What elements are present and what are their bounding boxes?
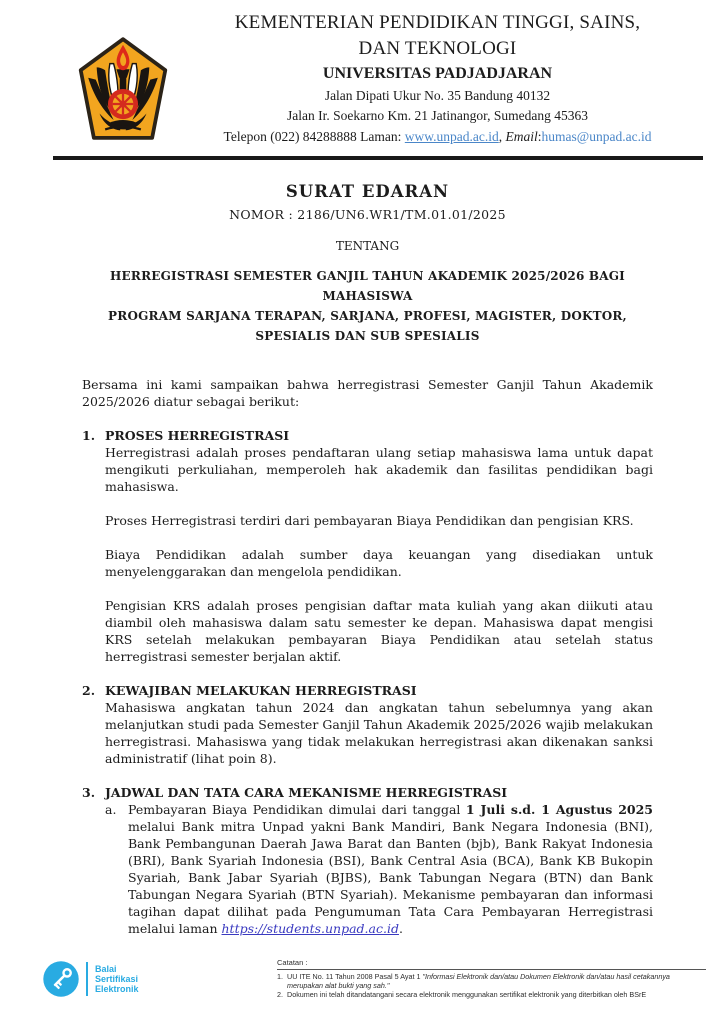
footer-notes [277,958,706,999]
address-line-1: Jalan Dipati Ukur No. 35 Bandung 40132 [324,88,551,103]
letter-number: NOMOR : 2186/UN6.WR1/TM.01.01/2025 [229,207,506,222]
website-link[interactable]: www.unpad.ac.id [404,129,499,144]
sub-item-a [105,801,653,937]
letter-subject [82,266,653,346]
university-name: UNIVERSITAS PADJADJARAN [322,65,553,82]
section-3-title: JADWAL DAN TATA CARA MEKANISME HERREGISTRASI [105,785,508,800]
email-colon: : [537,129,542,144]
sub-item-a-marker: a. [105,802,117,817]
paragraph: Proses Herregistrasi terdiri dari pembayaran Biaya Pendidikan dan pengisian KRS. [105,513,634,528]
footer-note-1 [277,972,706,990]
section-1-heading [82,427,653,444]
section-2-content [105,699,653,767]
bsre-label-line2: Sertifikasi [95,974,139,984]
section-1-number: 1. [82,428,96,443]
section-1-title: PROSES HERREGISTRASI [105,428,290,443]
section-3-content [105,801,653,937]
text-run: melalui Bank mitra Unpad yakni Bank Mandiri, Bank Negara Indonesia (BNI), Bank Pembangunan Daerah Jawa Barat dan Banten (bjb), Bank Rakyat Indonesia (BRI), Bank Syariah Indonesia (BSI), Bank Central Asia (BCA), Bank KB Bukopin Syariah, Bank Jabar Syariah (BJBS), Bank Tabungan Negara (BTN) dan Bank Tabungan Negara Syariah (BTN Syariah). Mekanisme pembayaran dan informasi tagihan dapat dilihat pada Pengumuman Tata Cara Pembayaran Herregistrasi melalui laman [128,819,653,936]
text-run: UU ITE No. 11 Tahun 2008 Pasal 5 Ayat 1 [287,972,423,981]
contact-separator: , [498,129,503,144]
letter-body [0,160,725,937]
section-2-heading [82,682,653,699]
unpad-university-logo-icon [76,36,170,142]
legal-quote-italic: "Informasi Elektronik dan/atau Dokumen Elektronik dan/atau hasil cetakannya merupakan alat bukti yang sah." [287,972,670,990]
section-3-heading [82,784,653,801]
ministry-name-line1: KEMENTERIAN PENDIDIKAN TINGGI, SAINS, [234,12,641,33]
section-1-content [105,444,653,665]
bsre-label-line1: Balai [95,964,117,974]
paragraph: Biaya Pendidikan adalah sumber daya keuangan yang disediakan untuk menyelenggarakan dan mengelola pendidikan. [105,547,653,579]
contact-line [178,126,697,147]
subject-line-3: SPESIALIS DAN SUB SPESIALIS [255,329,480,343]
note-1-number: 1. [277,972,283,981]
bsre-key-icon [42,960,80,998]
footer-note-2 [277,990,706,999]
section-proses-herregistrasi [82,427,653,665]
intro-paragraph: Bersama ini kami sampaikan bahwa herregistrasi Semester Ganjil Tahun Akademik 2025/2026 diatur sebagai berikut: [82,377,653,409]
section-kewajiban-herregistrasi [82,682,653,767]
about-label: TENTANG [335,239,400,253]
notes-label: Catatan : [277,958,308,967]
letterhead-text-block [178,10,697,147]
bsre-logo [42,960,139,998]
ministry-name-line2: DAN TEKNOLOGI [358,38,517,59]
letterhead [0,0,725,152]
email-label: Email [505,129,538,144]
document-footer [0,952,725,1024]
section-2-title: KEWAJIBAN MELAKUKAN HERREGISTRASI [105,683,417,698]
text-run: Dokumen ini telah ditandatangani secara elektronik menggunakan sertifikat elektronik yang diterbitkan oleh BSrE [287,990,647,999]
phone-label: Telepon (022) 84288888 Laman: [223,129,402,144]
section-2-number: 2. [82,683,96,698]
students-portal-link[interactable]: https://students.unpad.ac.id [221,921,399,936]
email-link[interactable]: humas@unpad.ac.id [541,129,652,144]
notes-divider-rule [277,969,706,970]
text-run: . [398,921,403,936]
subject-line-2: PROGRAM SARJANA TERAPAN, SARJANA, PROFESI, MAGISTER, DOKTOR, [108,309,627,323]
text-run: Pembayaran Biaya Pendidikan dimulai dari tanggal [128,802,466,817]
section-jadwal-tata-cara [82,784,653,937]
section-3-number: 3. [82,785,96,800]
sub-item-a-text [128,801,653,937]
paragraph: Pengisian KRS adalah proses pengisian daftar mata kuliah yang akan diikuti atau diambil oleh mahasiswa dalam satu semester ke depan. Mahasiswa dapat mengisi KRS setelah melakukan pembayaran Biaya Pendidikan atau setelah status herregistrasi semester berjalan aktif. [105,598,653,664]
bsre-label [95,964,139,994]
payment-date-range: 1 Juli s.d. 1 Agustus 2025 [465,802,654,817]
address-line-2: Jalan Ir. Soekarno Km. 21 Jatinangor, Sumedang 45363 [287,108,588,123]
note-1-text [287,972,706,990]
subject-line-1: HERREGISTRASI SEMESTER GANJIL TAHUN AKADEMIK 2025/2026 BAGI MAHASISWA [110,269,625,303]
bsre-label-line3: Elektronik [95,984,139,994]
bsre-separator [86,962,88,996]
letter-title: SURAT EDARAN [285,182,450,201]
note-2-number: 2. [277,990,283,999]
note-2-text [287,990,706,999]
paragraph: Herregistrasi adalah proses pendaftaran ulang setiap mahasiswa lama untuk dapat mengikuti perkuliahan, memperoleh hak akademik dan fasilitas pendidikan bagi mahasiswa. [105,445,653,494]
paragraph: Mahasiswa angkatan tahun 2024 dan angkatan tahun sebelumnya yang akan melanjutkan studi pada Semester Ganjil Tahun Akademik 2025/2026 wajib melakukan herregistrasi. Mahasiswa yang tidak melakukan herregistrasi akan dikenakan sanksi administratif (lihat poin 8). [105,700,653,766]
